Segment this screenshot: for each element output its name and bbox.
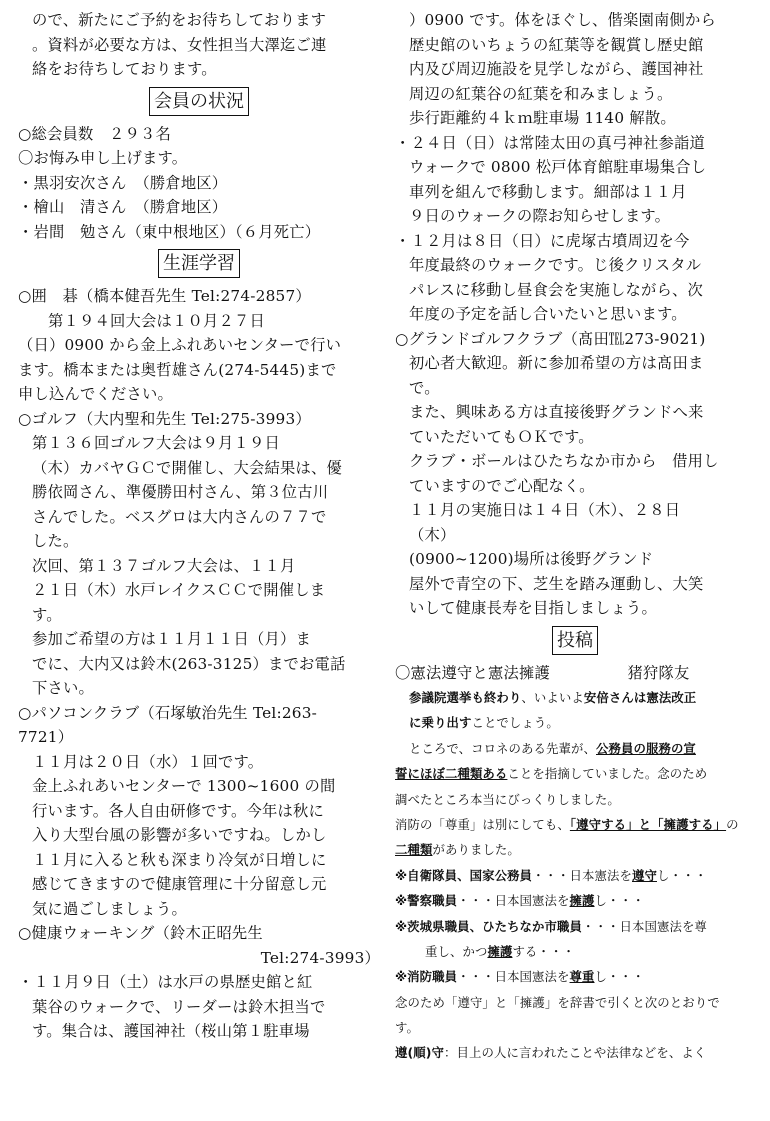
- text-line: [395, 939, 755, 964]
- text-line: ○囲 碁（橋本健吾先生 Tel:274-2857）: [18, 287, 311, 305]
- bold-underlined-text: 「遵守する」と「擁護する」: [569, 816, 727, 832]
- text-line: （木）カバヤＧＣで開催し、大会結果は、優: [32, 458, 342, 477]
- text-line: で。: [409, 378, 440, 397]
- text-line: クラブ・ボールはひたちなか市から 借用し: [409, 452, 719, 470]
- bold-text: ※警察職員: [395, 893, 458, 909]
- text-line: ○健康ウォーキング（鈴木正昭先生: [18, 924, 263, 942]
- text-line: [395, 837, 755, 862]
- plain-text: し・・・: [594, 969, 645, 985]
- text-line: パレスに移動し昼食会を実施しながら、次: [409, 280, 703, 299]
- text-line: ）0900 です。体をほぐし、偕楽園南側から: [409, 11, 717, 29]
- text-line: ○ゴルフ（大内聖和先生 Tel:275-3993）: [18, 409, 311, 428]
- text-line: 歩行距離約４ｋｍ駐車場 1140 解散。: [409, 109, 676, 127]
- text-line: 調べたところ本当にびっくりしました。: [395, 791, 620, 807]
- bold-text: 参議院選挙も終わり: [409, 690, 522, 705]
- text-line: 車列を組んで移動します。細部は１１月: [409, 182, 687, 201]
- text-line: ○総会員数 ２９３名: [18, 124, 172, 143]
- text-line: いして健康長寿を目指しましょう。: [409, 599, 657, 617]
- text-line: [395, 685, 755, 710]
- text-line: 気に過ごしましょう。: [32, 899, 187, 918]
- plain-text: 重し、かつ: [425, 943, 488, 959]
- text-line: （日）0900 から金上ふれあいセンターで行い: [18, 336, 342, 354]
- text-line: 。資料が必要な方は、女性担当大澤迄ご連: [32, 35, 327, 54]
- text-line: す。: [32, 605, 62, 624]
- learning-heading-wrap: [18, 246, 380, 282]
- section-heading-members: 会員の状況: [149, 87, 249, 116]
- bold-underlined-text: 公務員の服務の宣: [596, 740, 696, 756]
- text-line: ２１日（木）水戸レイクスＣＣで開催しま: [32, 581, 326, 599]
- text-line: ・１２月は８日（日）に虎塚古墳周辺を今: [395, 231, 690, 250]
- text-line: 周辺の紅葉谷の紅葉を和みましょう。: [409, 84, 673, 103]
- text-line: ・１１月９日（土）は水戸の県歴史館と紅: [18, 973, 313, 991]
- text-line: [395, 710, 755, 735]
- text-line: 年度の予定を話し合いたいと思います。: [409, 305, 687, 323]
- text-line: でに、大内又は鈴木(263-3125）までお電話: [32, 654, 346, 673]
- bold-underlined-text: 二種類: [395, 842, 433, 858]
- post-heading-wrap: [395, 623, 755, 659]
- bold-underlined-text: 尊重: [569, 969, 595, 985]
- text-line: また、興味ある方は直接後野グランドへ来: [409, 403, 704, 421]
- text-line: 参加ご希望の方は１１月１１日（月）ま: [32, 630, 311, 648]
- plain-text: する・・・: [512, 943, 575, 959]
- plain-text: ことを指摘していました。念のため: [507, 766, 708, 782]
- text-line: ウォークで 0800 松戸体育館駐車場集合し: [409, 158, 707, 176]
- left-column: [18, 8, 380, 1044]
- section-heading-post: 投稿: [552, 626, 598, 655]
- text-line: １１月は２０日（水）１回です。: [32, 752, 264, 771]
- bold-text: ※自衛隊員、国家公務員: [395, 867, 533, 883]
- text-line: 感じてきますので健康管理に十分留意し元: [32, 875, 327, 893]
- plain-text: ・・・日本国憲法を尊: [582, 918, 707, 934]
- text-line: 〇お悔み申し上げます。: [18, 149, 188, 167]
- section-heading-learning: 生涯学習: [158, 249, 240, 278]
- plain-text: ところで、コロネのある先輩が、: [409, 740, 596, 756]
- text-line: [395, 761, 755, 786]
- text-line: さんでした。ベスグロは大内さんの７７で: [32, 507, 327, 526]
- plain-text: 、いよいよ: [521, 690, 584, 705]
- text-line: ていますのでご心配なく。: [409, 476, 595, 495]
- text-line: 歴史館のいちょうの紅葉等を観賞し歴史館: [409, 35, 704, 54]
- text-line: す。集合は、護国神社（桜山第１駐車場: [32, 1022, 310, 1040]
- text-line: 行います。各人自由研修です。今年は秋に: [32, 801, 324, 820]
- text-line: した。: [32, 532, 79, 550]
- text-line: ので、新たにご予約をお待ちしております: [32, 11, 327, 29]
- text-line: ます。橋本または奥哲雄さん(274-5445)まで: [18, 360, 337, 379]
- text-line: 葉谷のウォークで、リーダーは鈴木担当で: [32, 997, 326, 1016]
- plain-text: がありました。: [432, 842, 520, 858]
- bold-underlined-text: 擁護: [487, 943, 513, 959]
- bold-underlined-text: 誓にほぼ二種類ある: [395, 766, 508, 782]
- text-line: ・岩間 勉さん（東中根地区）（６月死亡）: [18, 222, 321, 241]
- plain-text: し・・・: [656, 867, 707, 883]
- plain-text: ・・・日本国憲法を: [457, 893, 570, 909]
- text-line: [395, 888, 755, 913]
- text-line: ９日のウォークの際お知らせします。: [409, 207, 671, 225]
- text-line: [395, 1040, 755, 1065]
- bold-underlined-text: 擁護: [569, 893, 595, 909]
- right-column: [395, 8, 755, 1066]
- bold-underlined-text: 遵守: [632, 867, 657, 883]
- bold-text: 安倍さんは憲法改正: [583, 690, 697, 705]
- text-line: ○パソコンクラブ（石塚敏治先生 Tel:263-: [18, 703, 318, 722]
- bold-text: ※茨城県職員、ひたちなか市職員: [395, 918, 583, 934]
- text-line: 金上ふれあいセンターで 1300~1600 の間: [32, 777, 336, 795]
- plain-text: ：目上の人に言われたことや法律などを、よく: [444, 1045, 707, 1061]
- text-line: １１月の実施日は１４日（木）、２８日: [409, 501, 681, 519]
- bold-text: 遵(順)守: [395, 1045, 444, 1061]
- text-line: す。: [395, 1020, 419, 1036]
- text-line: ・２４日（日）は常陸太田の真弓神社参詣道: [395, 133, 705, 152]
- text-line: 内及び周辺施設を見学しながら、護国神社: [409, 60, 704, 78]
- plain-text: の: [726, 816, 739, 832]
- bold-text: ※消防職員: [395, 969, 458, 985]
- text-line: [395, 812, 755, 837]
- bold-text: に乗り出す: [409, 715, 472, 731]
- text-line: [395, 914, 755, 939]
- text-line: （木）: [409, 525, 456, 544]
- text-line: 申し込んでください。: [18, 385, 173, 403]
- text-line: 勝依岡さん、準優勝田村さん、第３位古川: [32, 483, 329, 501]
- text-line: ・檜山 清さん （勝倉地区）: [18, 198, 228, 216]
- text-line: 下さい。: [32, 679, 94, 697]
- plain-text: 消防の「尊重」は別にしても、: [395, 816, 570, 832]
- plain-text: ことでしょう。: [471, 715, 559, 731]
- text-line: (0900~1200)場所は後野グランド: [409, 550, 654, 568]
- text-line: [395, 736, 755, 761]
- text-line: ・黒羽安次さん （勝倉地区）: [18, 173, 228, 192]
- text-line: [395, 964, 755, 989]
- text-line: 第１３６回ゴルフ大会は９月１９日: [32, 434, 280, 452]
- text-line: 第１９４回大会は１０月２７日: [48, 311, 265, 330]
- plain-text: ・・・日本憲法を: [532, 867, 632, 883]
- text-line: Tel:274-3993）: [260, 948, 380, 967]
- plain-text: ・・・日本国憲法を: [457, 969, 570, 985]
- text-line: 7721）: [18, 728, 74, 746]
- text-line: 入り大型台風の影響が多いですね。しかし: [32, 826, 327, 844]
- members-heading-wrap: [18, 84, 380, 120]
- text-line: 年度最終のウォークです。じ後クリスタル: [409, 256, 702, 274]
- plain-text: し・・・: [594, 893, 645, 909]
- text-line: 次回、第１３７ゴルフ大会は、１１月: [32, 556, 296, 575]
- text-line: [395, 863, 755, 888]
- text-line: １１月に入ると秋も深まり冷気が日増しに: [32, 850, 327, 869]
- text-line: ○グランドゴルフクラブ（髙田℡273-9021): [395, 329, 706, 348]
- text-line: 屋外で青空の下、芝生を踏み運動し、大笑: [409, 574, 704, 593]
- text-line: 絡をお待ちしております。: [32, 60, 217, 78]
- text-line: 〇憲法遵守と憲法擁護 猪狩隊友: [395, 663, 690, 682]
- text-line: 念のため「遵守」と「擁護」を辞書で引くと次のとおりで: [395, 994, 720, 1010]
- text-line: ていただいてもＯＫです。: [409, 427, 594, 446]
- text-line: 初心者大歓迎。新に参加希望の方は髙田ま: [409, 354, 704, 372]
